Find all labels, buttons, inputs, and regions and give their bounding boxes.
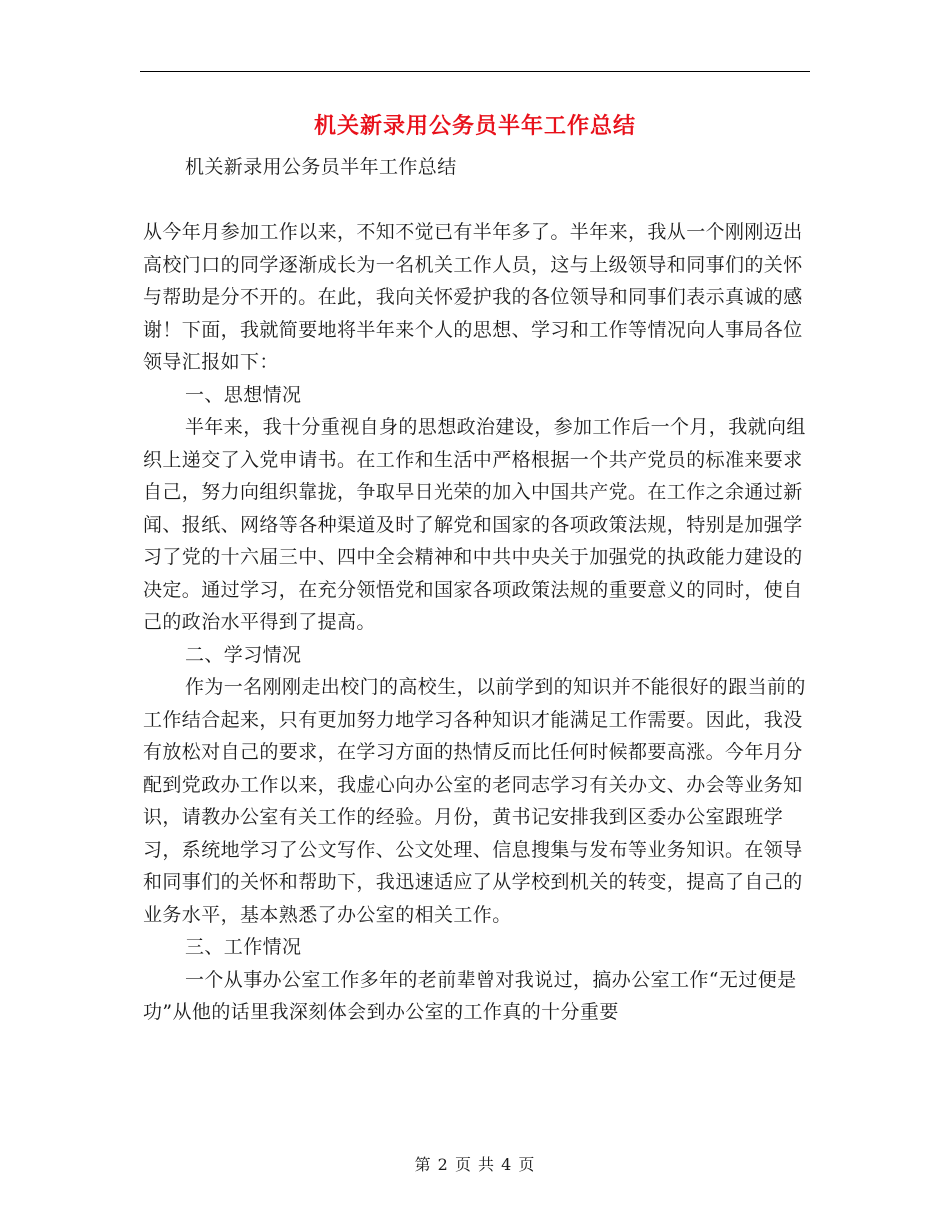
header-rule [140,71,810,72]
document-subtitle: 机关新录用公务员半年工作总结 [185,156,457,178]
paragraph-study: 作为一名刚刚走出校门的高校生，以前学到的知识并不能很好的跟当前的工作结合起来，只有更加努力地学习各种知识才能满足工作需要。因此，我没有放松对自己的要求，在学习方面的热情反而比任何时候都要高涨。今年月分配到党政办工作以来，我虚心向办公室的老同志学习有关办文、办会等业务知识，请教办公室有关工作的经验。月份，黄书记安排我到区委办公室跟班学习，系统地学习了公文写作、公文处理、信息搜集与发布等业务知识。在领导和同事们的关怀和帮助下，我迅速适应了从学校到机关的转变，提高了自己的业务水平，基本熟悉了办公室的相关工作。 [143,676,806,926]
paragraph-thought: 半年来，我十分重视自身的思想政治建设，参加工作后一个月，我就向组织上递交了入党申请书。在工作和生活中严格根据一个共产党员的标准来要求自己，努力向组织靠拢，争取早日光荣的加入中国共产党。在工作之余通过新闻、报纸、网络等各种渠道及时了解党和国家的各项政策法规，特别是加强学习了党的十六届三中、四中全会精神和中共中央关于加强党的执政能力建设的决定。通过学习，在充分领悟党和国家各项政策法规的重要意义的同时，使自己的政治水平得到了提高。 [143,416,806,633]
section-heading-study: 二、学习情况 [185,643,302,666]
page-number: 第 2 页 共 4 页 [414,1155,536,1174]
paragraph-intro: 从今年月参加工作以来，不知不觉已有半年多了。半年来，我从一个刚刚迈出高校门口的同学逐渐成长为一名机关工作人员，这与上级领导和同事们的关怀与帮助是分不开的。在此，我向关怀爱护我的各位领导和同事们表示真诚的感谢！下面，我就简要地将半年来个人的思想、学习和工作等情况向人事局各位领导汇报如下： [143,221,803,373]
document-title: 机关新录用公务员半年工作总结 [313,113,636,139]
paragraph-work: 一个从事办公室工作多年的老前辈曾对我说过，搞办公室工作“无过便是功”从他的话里我深刻体会到办公室的工作真的十分重要 [143,968,797,1023]
section-heading-thought: 一、思想情况 [185,383,302,406]
section-heading-work: 三、工作情况 [185,936,302,958]
document-body [143,151,815,1029]
blank-line [143,184,815,217]
